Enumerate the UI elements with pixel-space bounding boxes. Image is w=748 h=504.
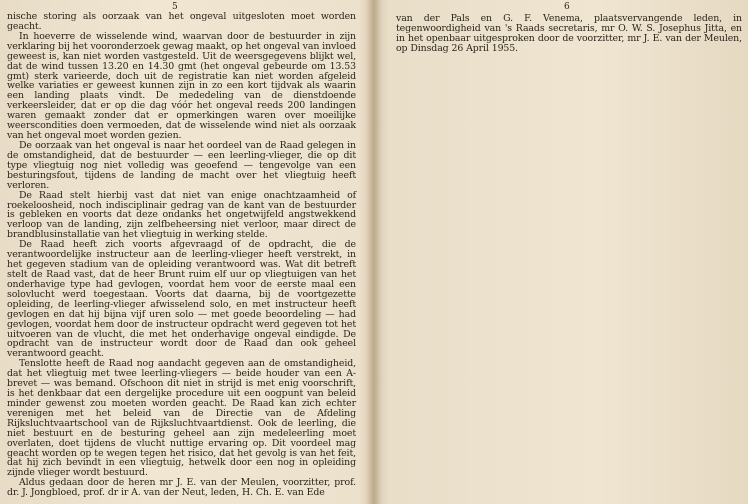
paragraph: Tenslotte heeft de Raad nog aandacht gegeven aan de omstandigheid, dat het vliegtuig met twee leerling-vliegers — beide houder van een A-brevet — was bemand. Ofschoon dit niet in strijd is met enig voorschrift, is het denkbaar dat een dergelijke procedure uit een oogpunt van beleid minder gewenst zou moeten worden geacht. De Raad kan zich echter verenigen met het beleid van de Directie van de Afdeling Rijksluchtvaartschool van de Rijksluchtvaartdienst. Ook de leerling, die niet bestuurt en de besturing geheel aan zijn medeleerling moet overlaten, doet tijdens de vlucht nuttige ervaring op. Dit voordeel mag geacht worden op te wegen tegen het risico, dat het gevolg is van het feit, dat hij zich bevindt in een vliegtuig, hetwelk door een nog in opleiding zijnde vlieger wordt bestuurd. (7, 358, 356, 479)
paragraph: De Raad stelt hierbij vast dat niet van enige onachtzaamheid of roekeloosheid, noch indisciplinair gedrag van de kant van de bestuurder is gebleken en voorts dat deze ondanks het ongetwijfeld angstwekkend verloop van de landing, zijn zelfbeheersing niet verloor, maar direct de brandblusinstallatie van het vliegtuig in werking stelde. (7, 189, 356, 241)
paragraph: van der Pals en G. F. Venema, plaatsvervangende leden, in tegenwoordigheid van 's Raads secretaris, mr O. W. S. Josephus Jitta, en in het openbaar uitgesproken door de voorzitter, mr J. E. van der Meulen, op Dinsdag 26 April 1955. (396, 13, 742, 54)
page-text (7, 12, 356, 498)
right-page (374, 0, 748, 504)
paragraph: De Raad heeft zich voorts afgevraagd of de opdracht, die de verantwoordelijke instructeur aan de leerling-vlieger heeft verstrekt, in het gegeven stadium van de opleiding verantwoord was. Wat dit betreft stelt de Raad vast, dat de heer Brunt ruim elf uur op vliegtuigen van het onderhavige type had gevlogen, voordat hem voor de eerste maal een solovlucht werd toegestaan. Voorts dat daarna, bij de voortgezette opleiding, de leerling-vlieger afwisselend solo, en met instructeur heeft gevlogen en dat hij bijna vijf uren solo — met goede beoordeling — had gevlogen, voordat hem door de instructeur opdracht werd gegeven tot het uitvoeren van de vlucht, die met het onderhavige ongeval eindigde. De opdracht van de instructeur wordt door de Raad dan ook geheel verantwoord geacht. (7, 239, 356, 360)
page-number: 5 (172, 2, 178, 12)
paragraph: De oorzaak van het ongeval is naar het oordeel van de Raad gelegen in de omstandigheid, dat de bestuurder — een leerling-vlieger, die op dit type vliegtuig nog niet volledig was geoefend — tengevolge van een besturingsfout, tijdens de landing de macht over het vliegtuig heeft verloren. (7, 139, 356, 191)
paragraph: nische storing als oorzaak van het ongeval uitgesloten moet worden geacht. (7, 11, 356, 32)
paragraph: In hoeverre de wisselende wind, waarvan door de bestuurder in zijn verklaring bij het vooronderzoek gewag maakt, op het ongeval van invloed geweest is, kan niet worden vastgesteld. Uit de weersgegevens blijkt wel, dat de wind tussen 13.20 en 14.30 gmt (het ongeval gebeurde om 13.53 gmt) sterk varieerde, doch uit de registratie kan niet worden afgeleid welke variaties er geweest kunnen zijn in zo een kort tijdvak als waarin een landing plaats vindt. De mededeling van de dienstdoende verkeersleider, dat er op die dag vóór het ongeval reeds 200 landingen waren gemaakt zonder dat er opmerkingen waren over moeilijke weerscondities doen vermoeden, dat de wisselende wind niet als oorzaak van het ongeval moet worden gezien. (7, 30, 356, 142)
page-text (396, 14, 742, 54)
paragraph: Aldus gedaan door de heren mr J. E. van der Meulen, voorzitter, prof. dr. J. Jongbloed, prof. dr ir A. van der Neut, leden, H. Ch. E. van Ede (7, 477, 356, 499)
page-number: 6 (564, 2, 570, 12)
